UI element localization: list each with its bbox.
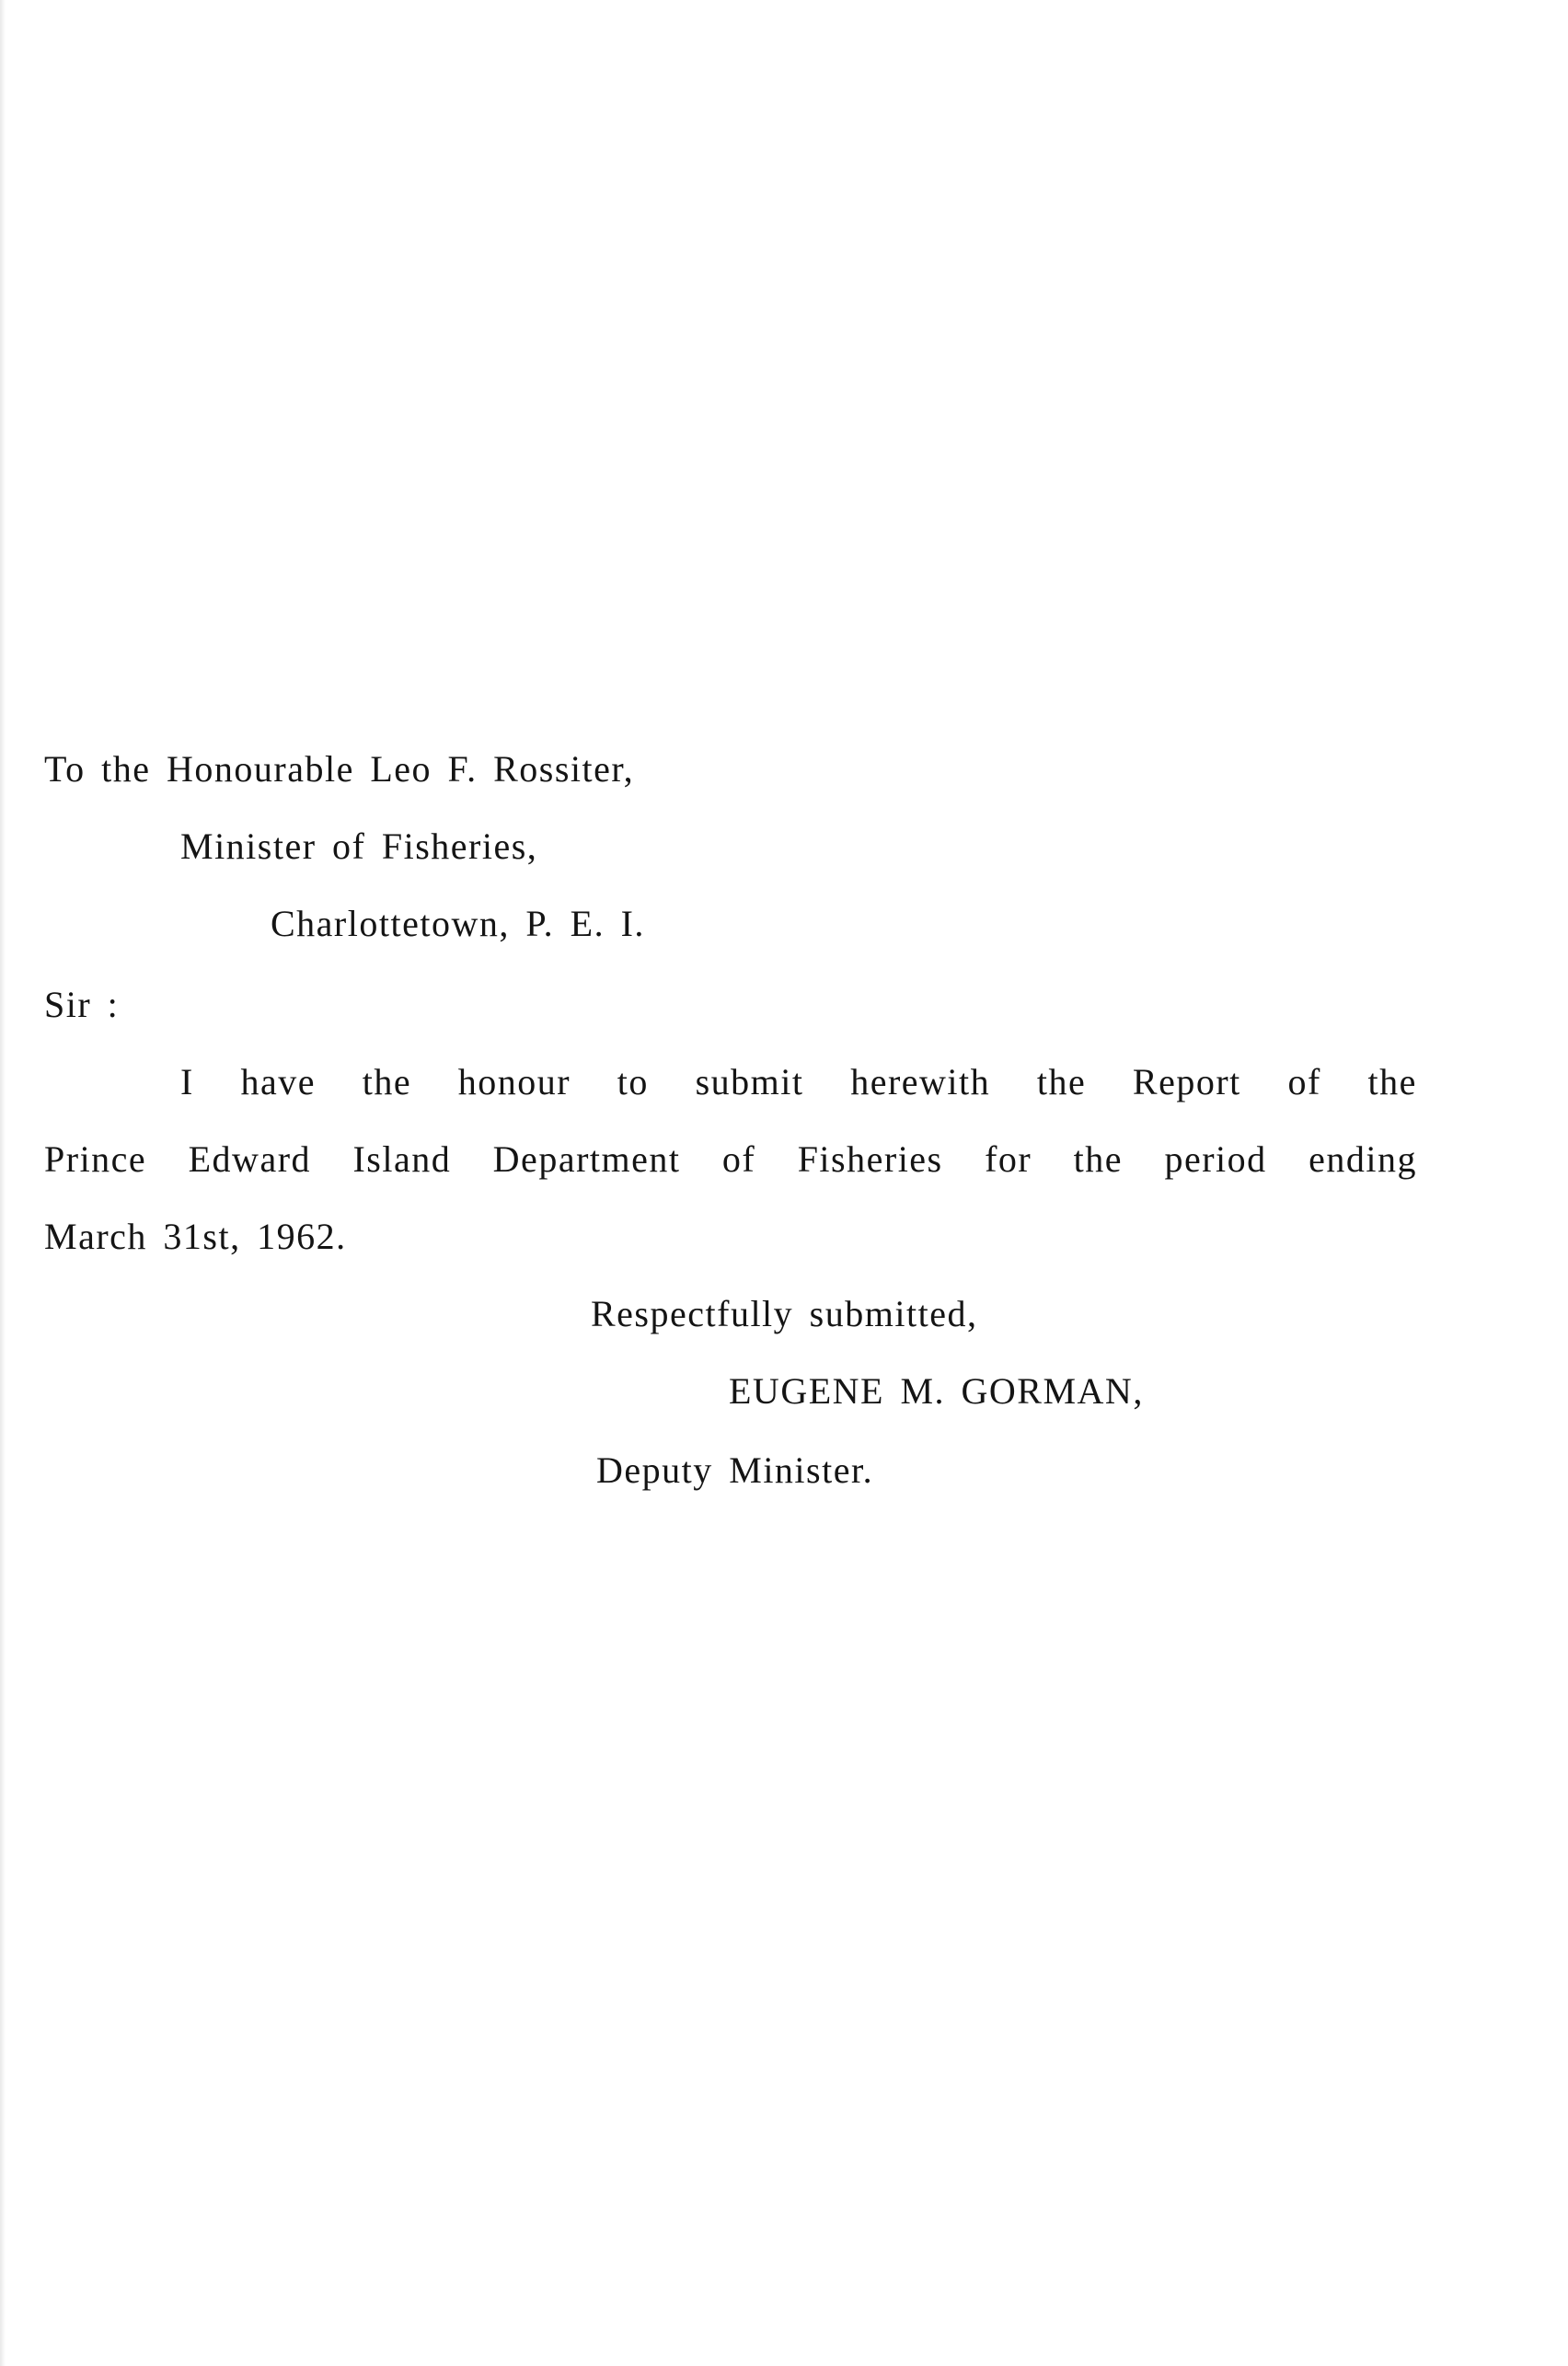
page-edge-shadow: [0, 0, 6, 2366]
address-line-title: Minister of Fisheries,: [180, 825, 538, 867]
word: of: [1287, 1061, 1321, 1102]
signer-title: Deputy Minister.: [596, 1449, 874, 1491]
signer-name: EUGENE M. GORMAN,: [729, 1370, 1144, 1412]
word: to: [617, 1061, 649, 1102]
address-line-location: Charlottetown, P. E. I.: [271, 903, 645, 944]
word: ending: [1309, 1138, 1417, 1180]
word: Fisheries: [797, 1138, 943, 1180]
word: Department: [492, 1138, 681, 1180]
word: period: [1164, 1138, 1267, 1180]
word: Island: [352, 1138, 452, 1180]
body-line-1: [180, 1060, 1417, 1104]
word: have: [240, 1061, 317, 1102]
word: submit: [695, 1061, 804, 1102]
word: the: [1367, 1061, 1417, 1102]
closing-phrase: Respectfully submitted,: [591, 1293, 978, 1334]
word: the: [1036, 1061, 1087, 1102]
word: Prince: [44, 1138, 147, 1180]
word: the: [362, 1061, 412, 1102]
salutation: Sir :: [44, 984, 120, 1025]
word: of: [721, 1138, 756, 1180]
address-line-recipient: To the Honourable Leo F. Rossiter,: [44, 748, 635, 790]
word: herewith: [850, 1061, 991, 1102]
word: honour: [457, 1061, 571, 1102]
word: Edward: [188, 1138, 312, 1180]
body-line-2: [44, 1137, 1417, 1182]
word: Report: [1132, 1061, 1241, 1102]
word: for: [985, 1138, 1032, 1180]
word: I: [180, 1061, 194, 1102]
word: the: [1073, 1138, 1124, 1180]
body-line-3: March 31st, 1962.: [44, 1216, 347, 1257]
